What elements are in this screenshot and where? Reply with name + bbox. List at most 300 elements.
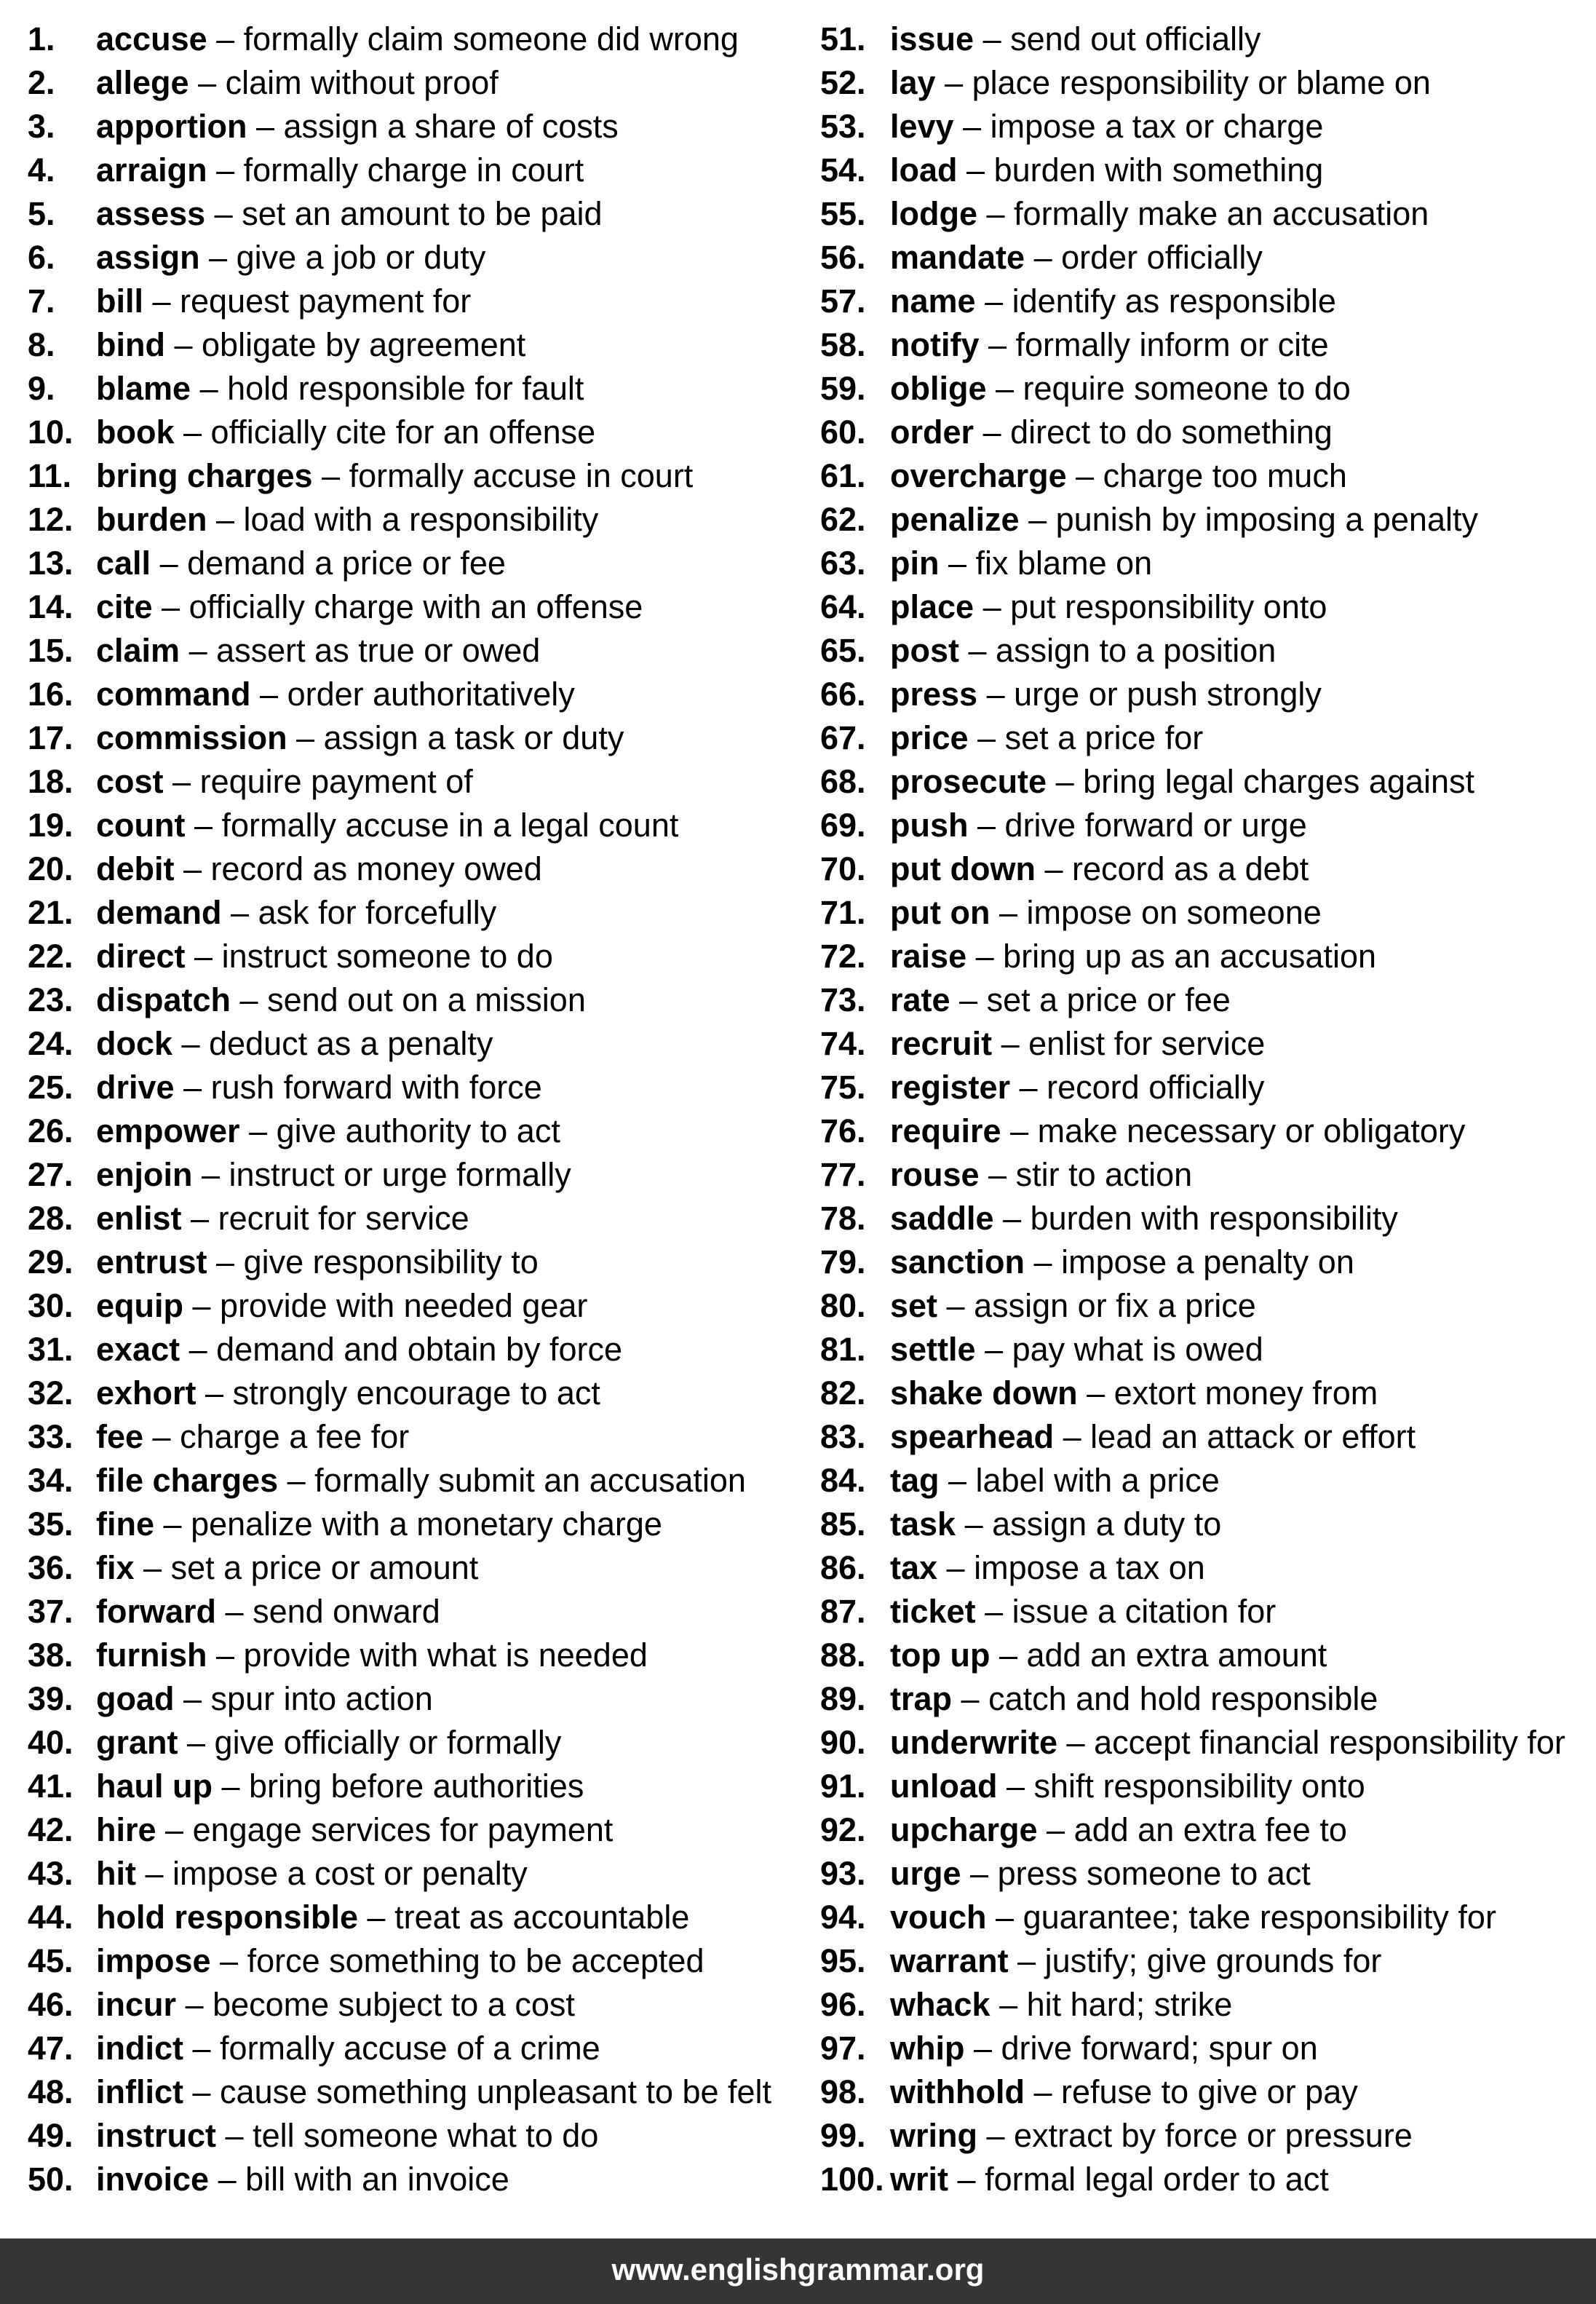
item-term: hire xyxy=(96,1811,156,1848)
item-term: fee xyxy=(96,1418,144,1455)
item-definition: drive forward; spur on xyxy=(1001,2030,1318,2067)
item-body xyxy=(96,2158,509,2201)
item-number: 100. xyxy=(820,2161,884,2198)
item-number: 35. xyxy=(28,1505,74,1543)
item-number: 66. xyxy=(820,676,866,713)
item-number: 97. xyxy=(820,2030,866,2067)
item-number: 55. xyxy=(820,195,866,232)
item-body xyxy=(890,1371,1378,1415)
item-definition: order officially xyxy=(1061,239,1263,276)
item-separator: – xyxy=(959,632,996,669)
item-number: 22. xyxy=(28,938,74,975)
item-number: 11. xyxy=(28,457,72,494)
site-url-link[interactable]: www.englishgrammar.org xyxy=(611,2252,985,2287)
item-separator: – xyxy=(977,2117,1015,2154)
item-term: burden xyxy=(96,501,207,538)
item-term: incur xyxy=(96,1986,177,2023)
item-number: 49. xyxy=(28,2117,74,2154)
item-term: notify xyxy=(890,326,980,363)
item-separator: – xyxy=(968,719,1005,756)
item-body xyxy=(96,498,598,542)
item-separator: – xyxy=(156,1811,193,1848)
item-number: 13. xyxy=(28,545,74,582)
item-definition: force something to be accepted xyxy=(247,1942,704,1979)
item-definition: order authoritatively xyxy=(287,676,575,713)
item-term: cite xyxy=(96,588,153,625)
item-term: price xyxy=(890,719,969,756)
item-separator: – xyxy=(986,370,1023,407)
item-term: count xyxy=(96,807,186,844)
item-body xyxy=(890,978,1231,1022)
item-number: 96. xyxy=(820,1986,866,2023)
item-definition: refuse to give or pay xyxy=(1061,2073,1358,2110)
item-body xyxy=(96,2070,771,2114)
item-body xyxy=(96,1503,662,1546)
item-term: debit xyxy=(96,850,175,887)
item-separator: – xyxy=(207,1243,244,1280)
item-body xyxy=(96,1284,587,1328)
item-definition: assert as true or owed xyxy=(216,632,541,669)
item-separator: – xyxy=(974,413,1011,451)
item-definition: fix blame on xyxy=(975,545,1153,582)
item-definition: bill with an invoice xyxy=(245,2161,509,2198)
item-separator: – xyxy=(164,326,202,363)
item-number: 5. xyxy=(28,195,55,232)
item-body xyxy=(96,1240,539,1284)
item-number: 25. xyxy=(28,1069,74,1106)
item-definition: spur into action xyxy=(210,1680,433,1717)
item-term: press xyxy=(890,676,978,713)
item-body xyxy=(890,498,1478,542)
item-definition: rush forward with force xyxy=(210,1069,542,1106)
item-body xyxy=(890,1066,1264,1109)
item-number: 24. xyxy=(28,1025,74,1062)
item-number: 93. xyxy=(820,1855,866,1892)
item-number: 65. xyxy=(820,632,866,669)
item-separator: – xyxy=(205,195,242,232)
item-separator: – xyxy=(966,938,1004,975)
item-term: ticket xyxy=(890,1593,976,1630)
item-term: upcharge xyxy=(890,1811,1038,1848)
item-definition: press someone to act xyxy=(997,1855,1311,1892)
item-body xyxy=(96,1371,600,1415)
item-separator: – xyxy=(174,1069,211,1106)
item-number: 73. xyxy=(820,981,866,1018)
item-definition: give officially or formally xyxy=(214,1724,562,1761)
item-term: lay xyxy=(890,64,936,101)
item-body xyxy=(96,280,471,323)
item-body xyxy=(890,149,1323,192)
item-body xyxy=(890,1503,1221,1546)
item-separator: – xyxy=(207,501,244,538)
item-separator: – xyxy=(188,64,226,101)
item-body xyxy=(890,1808,1347,1852)
item-separator: – xyxy=(1001,1112,1038,1149)
item-term: raise xyxy=(890,938,967,975)
item-definition: guarantee; take responsibility for xyxy=(1023,1899,1496,1936)
item-definition: send onward xyxy=(253,1593,440,1630)
item-separator: – xyxy=(174,850,211,887)
item-term: dock xyxy=(96,1025,173,1062)
item-number: 87. xyxy=(820,1593,866,1630)
item-separator: – xyxy=(207,1636,244,1674)
item-definition: assign a duty to xyxy=(992,1505,1222,1543)
item-definition: record officially xyxy=(1047,1069,1265,1106)
item-term: blame xyxy=(96,370,191,407)
item-separator: – xyxy=(1077,1374,1114,1412)
item-separator: – xyxy=(1066,457,1103,494)
item-definition: give responsibility to xyxy=(243,1243,539,1280)
item-term: register xyxy=(890,1069,1011,1106)
item-term: recruit xyxy=(890,1025,993,1062)
item-term: lodge xyxy=(890,195,977,232)
item-separator: – xyxy=(312,457,349,494)
item-body xyxy=(96,847,542,891)
item-number: 3. xyxy=(28,108,55,145)
item-definition: assign a task or duty xyxy=(323,719,624,756)
item-definition: load with a responsibility xyxy=(243,501,599,538)
item-body xyxy=(96,891,496,935)
item-definition: catch and hold responsible xyxy=(988,1680,1378,1717)
item-separator: – xyxy=(180,632,217,669)
item-definition: shift responsibility onto xyxy=(1033,1767,1365,1805)
item-number: 30. xyxy=(28,1287,74,1324)
item-definition: require payment of xyxy=(199,763,473,800)
item-body xyxy=(96,1896,689,1939)
item-number: 8. xyxy=(28,326,55,363)
item-number: 23. xyxy=(28,981,74,1018)
item-separator: – xyxy=(990,1636,1027,1674)
item-number: 50. xyxy=(28,2161,74,2198)
item-term: rouse xyxy=(890,1156,980,1193)
item-body xyxy=(890,629,1276,673)
item-body xyxy=(890,716,1203,760)
item-body xyxy=(890,1939,1381,1983)
item-definition: set a price or amount xyxy=(170,1549,479,1586)
item-separator: – xyxy=(143,1418,180,1455)
item-separator: – xyxy=(183,2030,221,2067)
item-number: 14. xyxy=(28,588,74,625)
item-number: 53. xyxy=(820,108,866,145)
item-definition: justify; give grounds for xyxy=(1044,1942,1382,1979)
item-body xyxy=(96,716,624,760)
item-definition: bring legal charges against xyxy=(1083,763,1474,800)
item-separator: – xyxy=(975,1331,1012,1368)
item-body xyxy=(96,1808,613,1852)
item-body xyxy=(890,1328,1263,1371)
item-separator: – xyxy=(1035,850,1072,887)
item-separator: – xyxy=(961,1855,998,1892)
item-term: indict xyxy=(96,2030,183,2067)
item-number: 84. xyxy=(820,1462,866,1499)
item-number: 48. xyxy=(28,2073,74,2110)
item-number: 64. xyxy=(820,588,866,625)
item-body xyxy=(96,1546,478,1590)
item-body xyxy=(890,280,1336,323)
item-definition: set a price or fee xyxy=(986,981,1231,1018)
item-number: 44. xyxy=(28,1899,74,1936)
item-body xyxy=(890,1415,1416,1459)
item-term: grant xyxy=(96,1724,178,1761)
item-body xyxy=(890,17,1261,61)
item-body xyxy=(890,1634,1327,1677)
item-term: fix xyxy=(96,1549,135,1586)
item-term: forward xyxy=(96,1593,217,1630)
item-term: apportion xyxy=(96,108,247,145)
item-number: 60. xyxy=(820,413,866,451)
item-body xyxy=(96,1459,746,1503)
item-body xyxy=(890,1896,1496,1939)
item-body xyxy=(890,1852,1311,1896)
item-body xyxy=(890,454,1347,498)
item-body xyxy=(96,236,485,280)
item-definition: assign a share of costs xyxy=(283,108,619,145)
item-term: require xyxy=(890,1112,1001,1149)
item-separator: – xyxy=(979,326,1016,363)
item-body xyxy=(890,1153,1192,1197)
item-body xyxy=(96,1590,440,1634)
item-separator: – xyxy=(135,1855,173,1892)
item-number: 89. xyxy=(820,1680,866,1717)
item-separator: – xyxy=(1024,2073,1061,2110)
item-separator: – xyxy=(948,2161,985,2198)
item-body xyxy=(890,2114,1413,2158)
item-separator: – xyxy=(185,938,222,975)
item-definition: impose a cost or penalty xyxy=(172,1855,528,1892)
item-definition: add an extra amount xyxy=(1026,1636,1327,1674)
item-term: accuse xyxy=(96,20,207,58)
item-body xyxy=(890,804,1307,847)
item-separator: – xyxy=(990,894,1027,931)
item-separator: – xyxy=(163,763,200,800)
item-number: 4. xyxy=(28,151,55,189)
item-body xyxy=(96,804,678,847)
item-definition: formal legal order to act xyxy=(985,2161,1329,2198)
item-separator: – xyxy=(1037,1811,1074,1848)
item-term: bill xyxy=(96,282,143,320)
item-definition: impose on someone xyxy=(1026,894,1322,931)
item-body xyxy=(96,1328,622,1371)
item-number: 28. xyxy=(28,1200,74,1237)
item-term: furnish xyxy=(96,1636,207,1674)
item-separator: – xyxy=(975,1593,1012,1630)
item-separator: – xyxy=(183,2073,221,2110)
item-separator: – xyxy=(993,1200,1031,1237)
item-term: entrust xyxy=(96,1243,207,1280)
item-number: 27. xyxy=(28,1156,74,1193)
item-body xyxy=(890,2070,1358,2114)
item-definition: give authority to act xyxy=(276,1112,560,1149)
item-body xyxy=(96,454,693,498)
item-term: claim xyxy=(96,632,180,669)
item-number: 91. xyxy=(820,1767,866,1805)
item-separator: – xyxy=(957,151,994,189)
item-term: set xyxy=(890,1287,938,1324)
item-term: demand xyxy=(96,894,222,931)
item-body xyxy=(96,978,586,1022)
item-definition: assign or fix a price xyxy=(974,1287,1256,1324)
item-separator: – xyxy=(191,370,228,407)
item-term: inflict xyxy=(96,2073,183,2110)
item-number: 1. xyxy=(28,20,55,58)
item-number: 51. xyxy=(820,20,866,58)
item-number: 34. xyxy=(28,1462,74,1499)
item-number: 78. xyxy=(820,1200,866,1237)
item-separator: – xyxy=(212,1767,250,1805)
item-separator: – xyxy=(151,545,188,582)
item-number: 85. xyxy=(820,1505,866,1543)
item-body xyxy=(96,367,584,411)
item-number: 79. xyxy=(820,1243,866,1280)
item-body xyxy=(890,2158,1329,2201)
item-term: book xyxy=(96,413,175,451)
item-definition: become subject to a cost xyxy=(213,1986,575,2023)
item-separator: – xyxy=(209,2161,246,2198)
item-separator: – xyxy=(1010,1069,1047,1106)
item-number: 46. xyxy=(28,1986,74,2023)
item-definition: impose a penalty on xyxy=(1061,1243,1354,1280)
item-number: 37. xyxy=(28,1593,74,1630)
item-separator: – xyxy=(964,2030,1001,2067)
item-definition: hold responsible for fault xyxy=(227,370,584,407)
item-separator: – xyxy=(956,1505,993,1543)
item-term: fine xyxy=(96,1505,155,1543)
item-term: underwrite xyxy=(890,1724,1058,1761)
item-number: 58. xyxy=(820,326,866,363)
item-definition: urge or push strongly xyxy=(1014,676,1322,713)
item-number: 94. xyxy=(820,1899,866,1936)
item-separator: – xyxy=(974,588,1011,625)
item-separator: – xyxy=(937,1549,974,1586)
item-term: enjoin xyxy=(96,1156,193,1193)
item-body xyxy=(890,1983,1232,2027)
item-body xyxy=(890,891,1322,935)
item-separator: – xyxy=(939,1462,976,1499)
item-separator: – xyxy=(174,1680,211,1717)
item-body xyxy=(96,1983,575,2027)
item-term: put on xyxy=(890,894,990,931)
item-body xyxy=(890,61,1431,105)
item-term: haul up xyxy=(96,1767,213,1805)
item-number: 77. xyxy=(820,1156,866,1193)
item-body xyxy=(96,629,540,673)
item-number: 83. xyxy=(820,1418,866,1455)
item-body xyxy=(890,2027,1318,2070)
item-separator: – xyxy=(172,1025,210,1062)
item-term: allege xyxy=(96,64,189,101)
item-definition: direct to do something xyxy=(1010,413,1333,451)
item-definition: add an extra fee to xyxy=(1073,1811,1347,1848)
item-definition: request payment for xyxy=(180,282,472,320)
item-separator: – xyxy=(975,282,1012,320)
item-body xyxy=(890,1590,1276,1634)
item-term: drive xyxy=(96,1069,175,1106)
item-number: 61. xyxy=(820,457,866,494)
item-separator: – xyxy=(992,1025,1029,1062)
item-term: saddle xyxy=(890,1200,994,1237)
item-definition: officially cite for an offense xyxy=(210,413,596,451)
item-term: load xyxy=(890,151,958,189)
item-body xyxy=(890,1459,1220,1503)
item-term: impose xyxy=(96,1942,211,1979)
item-number: 99. xyxy=(820,2117,866,2154)
item-term: goad xyxy=(96,1680,175,1717)
item-term: spearhead xyxy=(890,1418,1055,1455)
item-term: tax xyxy=(890,1549,938,1586)
item-number: 12. xyxy=(28,501,74,538)
item-definition: tell someone what to do xyxy=(253,2117,599,2154)
item-term: exhort xyxy=(96,1374,196,1412)
item-term: cost xyxy=(96,763,164,800)
item-definition: stir to action xyxy=(1015,1156,1193,1193)
item-term: call xyxy=(96,545,151,582)
item-body xyxy=(96,1109,560,1153)
item-term: commission xyxy=(96,719,287,756)
item-definition: formally inform or cite xyxy=(1015,326,1329,363)
item-term: overcharge xyxy=(890,457,1067,494)
item-body xyxy=(96,1153,571,1197)
item-body xyxy=(890,1109,1465,1153)
item-definition: put responsibility onto xyxy=(1010,588,1327,625)
item-number: 19. xyxy=(28,807,74,844)
item-term: dispatch xyxy=(96,981,231,1018)
item-separator: – xyxy=(1054,1418,1091,1455)
item-definition: extort money from xyxy=(1113,1374,1378,1412)
item-term: place xyxy=(890,588,974,625)
item-body xyxy=(96,61,499,105)
item-number: 39. xyxy=(28,1680,74,1717)
item-number: 68. xyxy=(820,763,866,800)
item-definition: send out officially xyxy=(1010,20,1261,58)
item-separator: – xyxy=(937,1287,974,1324)
item-term: empower xyxy=(96,1112,240,1149)
item-body xyxy=(96,17,739,61)
item-separator: – xyxy=(952,1680,989,1717)
item-separator: – xyxy=(210,1942,247,1979)
item-definition: make necessary or obligatory xyxy=(1037,1112,1466,1149)
item-body xyxy=(890,585,1327,629)
item-definition: drive forward or urge xyxy=(1004,807,1307,844)
item-number: 62. xyxy=(820,501,866,538)
item-term: warrant xyxy=(890,1942,1009,1979)
item-definition: deduct as a penalty xyxy=(209,1025,493,1062)
item-body xyxy=(890,192,1429,236)
item-term: arraign xyxy=(96,151,207,189)
item-separator: – xyxy=(247,108,284,145)
item-body xyxy=(96,1415,409,1459)
item-definition: identify as responsible xyxy=(1012,282,1336,320)
item-separator: – xyxy=(216,2117,253,2154)
item-number: 36. xyxy=(28,1549,74,1586)
item-body xyxy=(96,673,575,716)
item-term: top up xyxy=(890,1636,990,1674)
item-body xyxy=(96,1197,469,1240)
item-separator: – xyxy=(239,1112,277,1149)
item-separator: – xyxy=(953,108,990,145)
item-number: 16. xyxy=(28,676,74,713)
item-number: 38. xyxy=(28,1636,74,1674)
item-definition: cause something unpleasant to be felt xyxy=(220,2073,772,2110)
item-definition: obligate by agreement xyxy=(202,326,526,363)
item-body xyxy=(890,105,1323,149)
item-definition: give a job or duty xyxy=(236,239,486,276)
item-definition: record as a debt xyxy=(1071,850,1309,887)
item-number: 41. xyxy=(28,1767,74,1805)
item-definition: burden with responsibility xyxy=(1030,1200,1398,1237)
item-number: 69. xyxy=(820,807,866,844)
item-number: 10. xyxy=(28,413,74,451)
item-separator: – xyxy=(178,1724,215,1761)
